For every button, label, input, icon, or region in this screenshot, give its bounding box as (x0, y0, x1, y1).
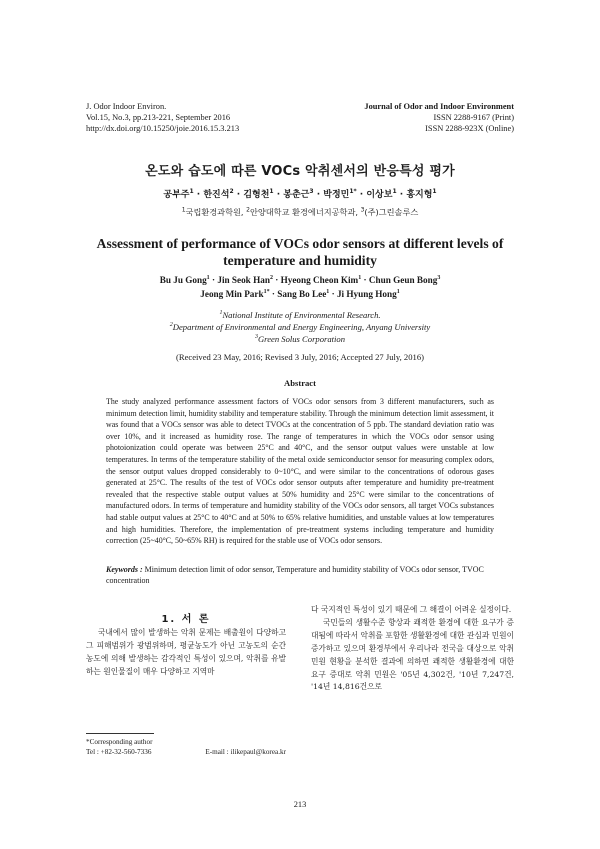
keywords (106, 564, 494, 587)
english-authors-line1: Bu Ju Gong$^1$ · Jin Seok Han$^2$ · Hyeong Cheon Kim$^1$ · Chun Geun Bong$^3$ (159, 274, 441, 285)
body-paragraph: 국민들의 생활수준 향상과 쾌적한 환경에 대한 요구가 증대됨에 따라서 악취를 포함한 생활환경에 대한 관심과 민원이 증가하고 있으며 환경부에서 우리나라 전국을 대상으로 악취 민원 현황을 분석한 결과에 의하면 쾌적한 생활환경에 대한 요구 증대로 악취 민원은 '05년 4,302건, '10년 7,247건, '14년 14,816건으로 (311, 617, 514, 692)
korean-author: 봉춘근$^3$ (283, 188, 314, 200)
footnote-email[interactable]: E-mail : ilikepaul@korea.kr (205, 748, 286, 756)
received-dates: (Received 23 May, 2016; Revised 3 July, 2016; Accepted 27 July, 2016) (176, 352, 424, 362)
page-number: 213 (293, 800, 307, 809)
affiliation-2: $^2$Department of Environmental and Energy Engineering, Anyang University (169, 322, 431, 332)
korean-title: 온도와 습도에 따른 VOCs 악취센서의 반응특성 평가 (145, 164, 455, 179)
english-authors-line2: Jeong Min Park$^{1*}$ · Sang Bo Lee$^1$ · Ji Hyung Hong$^1$ (200, 288, 400, 299)
footnote-tel: Tel : +82-32-560-7336 (86, 748, 152, 756)
doi-link[interactable]: http://dx.doi.org/10.15250/joie.2016.15.3.213 (86, 124, 240, 134)
footnote-divider (86, 733, 154, 734)
english-title: Assessment of performance of VOCs odor sensors at different levels of temperature and humidity (96, 236, 504, 268)
english-affiliations (60, 309, 540, 345)
keywords-text: Minimum detection limit of odor sensor, Temperature and humidity stability of VOCs odor sensor, TVOC concentration (106, 565, 484, 586)
issn-print: ISSN 2288-9167 (Print) (433, 113, 514, 123)
body-column-left (86, 627, 286, 679)
korean-author: 박정민$^{1*}$ (323, 188, 357, 200)
korean-authors: 공부주$^1$ · 한진석$^2$ · 김형천$^1$ · 봉춘근$^3$ · 박정민$^{1*}$ · 이상보$^1$ · 홍지형$^1$ (163, 188, 437, 200)
footnote (86, 737, 286, 757)
abstract-heading: Abstract (284, 378, 316, 388)
corresponding-author-label: *Corresponding author (86, 738, 153, 746)
korean-author: 김형천$^1$ (243, 188, 274, 200)
korean-author: 공부주$^1$ (163, 188, 194, 200)
affiliation-1: $^1$National Institute of Environmental Research. (219, 310, 381, 320)
journal-abbrev: J. Odor Indoor Environ. (86, 102, 167, 111)
korean-author: 한진석$^2$ (203, 188, 234, 200)
korean-affiliations: $^1$국립환경과학원, $^2$안양대학교 환경에너지공학과, $^3$(주)그린솔루스 (181, 206, 419, 217)
body-paragraph: 다 국지적인 특성이 있기 때문에 그 해결이 어려운 실정이다. (311, 605, 512, 614)
volume-info: Vol.15, No.3, pp.213-221, September 2016 (86, 113, 231, 123)
section-heading: 1. 서 론 (161, 614, 211, 625)
affiliation-3: $^3$Green Solus Corporation (254, 334, 346, 344)
english-authors (60, 274, 540, 301)
keywords-label: Keywords : (106, 565, 143, 574)
abstract-text: The study analyzed performance assessment factors of VOCs odor sensors from 3 different manufacturers, such as minimum detection limit, humidity stability and temperature stability. Through the minimum detection limit assessment, it was found that a VOCs sensor was able to detect TVOCs at the concentration of 5 ppb. The standard deviation ratio was over 10%, and it increased as humidity rose. The range of temperatures in which the VOCs odor sensor using photoionization could operate was between 25°C and 40°C, and the sensor output values were unstable at low temperatures. In terms of the temperature stability of the metal oxide semiconductor sensor for measuring complex odors, the sensor output values dropped considerably to 0~10°C, and were similar to the concentrations of odorous gases generated at 25°C. The results of the test of VOCs odor sensor outputs after temperature and humidity pre-treatment revealed that the respective stable output values at 50% humidity and 25°C were similar to the concentrations of manufactured odors. In terms of temperature and humidity stability of the VOCs odor sensors, all target VOCs substances had stable output values at 25°C to 40°C and at 50% to 65% relative humidities, and unstable values at low temperatures and high humidities. Therefore, the implementation of pre-treatment systems including temperature and humidity correction (25~40°C, 50~65% RH) is required for the stable use of VOCs odor sensors. (106, 397, 494, 546)
journal-name: Journal of Odor and Indoor Environment (364, 102, 514, 111)
journal-header-left (86, 101, 239, 135)
journal-header-right (364, 101, 514, 135)
issn-online: ISSN 2288-923X (Online) (425, 124, 514, 134)
korean-author: 이상보$^1$ (366, 188, 397, 200)
body-column-right (311, 604, 514, 694)
body-paragraph: 국내에서 많이 발생하는 악취 문제는 배출원이 다양하고 그 피해범위가 광범위하며, 평균농도가 아닌 고농도의 순간농도에 의해 발생하는 감각적인 특성이 있으며, 악취를 유발하는 원인물질이 매우 다양하고 지역마 (86, 628, 286, 676)
korean-author: 홍지형$^1$ (406, 188, 437, 200)
